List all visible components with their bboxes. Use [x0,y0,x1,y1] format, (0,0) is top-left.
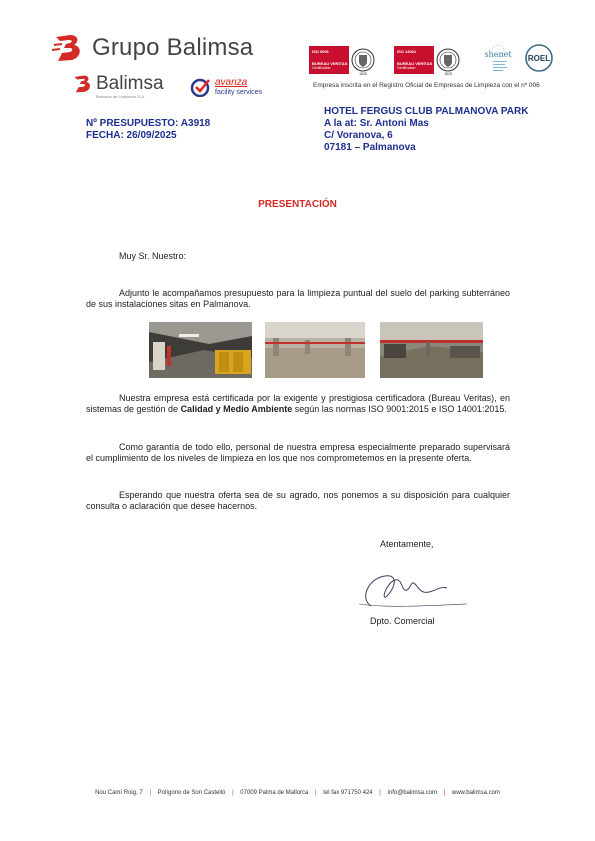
shenet-logo-icon [481,43,515,79]
recipient-city: 07181 – Palmanova [324,142,416,153]
registry-note: Empresa inscrita en el Registro Oficial de Empresas de Limpieza con el nº 006 [313,82,540,89]
recipient-street: C/ Voranova, 6 [324,130,393,141]
footer-web[interactable]: www.balimsa.com [451,790,500,796]
parking-photo-2 [265,322,365,378]
footer-address: Nou Camí Roig, 7 [95,790,143,796]
paragraph-closing: Esperando que nuestra oferta sea de su agrado, nos ponemos a su disposición para cualquier consulta o aclaración que desee hacernos. [86,490,510,512]
quote-date: FECHA: 26/09/2025 [86,130,177,141]
balimsa-logo [72,74,164,99]
quote-number: Nº PRESUPUESTO: A3918 [86,118,211,129]
balimsa-b-icon [52,33,86,63]
footer-email[interactable]: info@balimsa.com [387,790,437,796]
greeting: Muy Sr. Nuestro: [119,251,187,261]
seal-year: 1828 [444,72,452,76]
paragraph-certification [86,393,510,415]
footer [0,790,595,796]
recipient-attention: A la at: Sr. Antoni Mas [324,118,429,129]
footer-separator: | [232,790,234,796]
footer-separator: | [315,790,317,796]
quote-info [86,118,210,142]
department-signature: Dpto. Comercial [370,616,435,626]
cert-note: Certification [397,66,416,70]
footer-area: Polígono de Son Castelló [157,790,226,796]
avanza-logo [190,77,262,97]
roel-logo-icon [521,43,557,73]
iso-14001-badge [394,42,460,80]
bureau-veritas-seal-icon [436,42,460,78]
footer-phone: tel fax 971750 424 [323,790,373,796]
paragraph-guarantee: Como garantía de todo ello, personal de nuestra empresa especialmente preparado supervisará el cumplimiento de los niveles de limpieza en los que nos comprometemos en la presente oferta. [86,442,510,464]
seal-year: 1828 [359,72,367,76]
roel-label: ROEL [527,54,551,63]
balimsa-tagline: Baleares de Limpiezas S.A. [96,94,146,99]
cert-name: BUREAU VERITAS [312,61,348,66]
footer-city: 07009 Palma de Mallorca [240,790,309,796]
closing-salutation: Atentamente, [380,539,434,549]
quality-environment-emphasis: Calidad y Medio Ambiente [180,404,293,415]
logo-main-text: Grupo Balimsa [92,34,254,61]
footer-separator: | [379,790,381,796]
cert-name: BUREAU VERITAS [397,61,433,66]
footer-separator: | [443,790,446,796]
iso-9001-badge [309,42,375,80]
paragraph-intro: Adjunto le acompañamos presupuesto para la limpieza puntual del suelo del parking subterráneo de sus instalaciones sitas en Palmanova. [86,288,510,310]
grupo-balimsa-logo [52,33,253,63]
parking-photo-3 [380,322,483,378]
avanza-check-icon [190,77,212,97]
shenet-label: shenet [484,50,512,59]
recipient-address [324,106,528,154]
recipient-name: HOTEL FERGUS CLUB PALMANOVA PARK [324,106,529,117]
bureau-veritas-seal-icon [351,42,375,78]
cert-code: ISO 9001 [312,49,329,54]
footer-separator: | [149,790,151,796]
balimsa-b-small-icon [72,74,94,94]
avanza-tagline: facility services [215,88,263,96]
avanza-name: avanza [215,76,248,88]
parking-photo-1 [149,322,252,378]
cert-code: ISO 14001 [397,49,417,54]
certification-text-start: Nuestra empresa está certificada por la exigente y prestigiosa certificadora (Bureau Veritas), en sistemas de gestión de [86,393,510,415]
section-heading: PRESENTACIÓN [258,199,337,210]
balimsa-brand-name: Balimsa [96,73,164,94]
handwritten-signature [355,566,470,616]
certification-text-end: según las normas ISO 9001:2015 e ISO 14001:2015. [292,404,507,415]
cert-note: Certification [312,66,331,70]
